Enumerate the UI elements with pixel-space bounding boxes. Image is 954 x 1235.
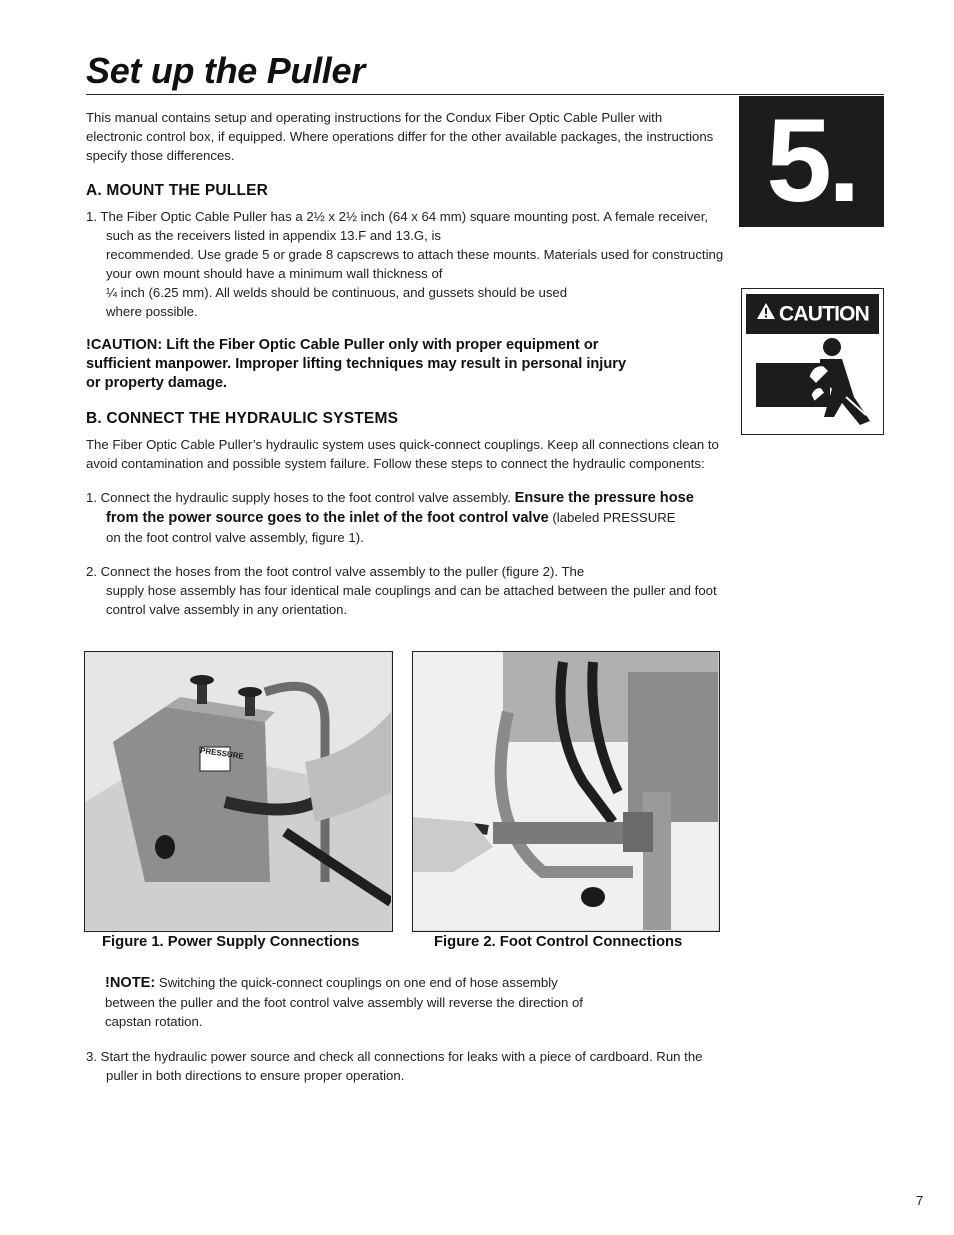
text-line: 1. The Fiber Optic Cable Puller has a 2½ x 2½ inch (64 x 64 mm) square mounting post. A female receiver,: [86, 209, 709, 224]
text-line: !CAUTION: Lift the Fiber Optic Cable Puller only with proper equipment or: [86, 337, 599, 353]
chapter-number-block: 5.: [739, 96, 884, 227]
section-b-step-1: [86, 488, 736, 547]
text-line: ¼ inch (6.25 mm). All welds should be continuous, and gussets should be used: [106, 285, 568, 300]
figure-2-caption: Figure 2. Foot Control Connections: [434, 934, 683, 950]
text-line: [86, 508, 736, 528]
power-supply-photo-illustration: [85, 652, 391, 930]
page-number: 7: [916, 1193, 924, 1208]
foot-control-photo-illustration: [413, 652, 718, 930]
section-a-heading: A. MOUNT THE PULLER: [86, 182, 269, 199]
caution-text: [86, 336, 726, 393]
text-line: 2. Connect the hoses from the foot control valve assembly to the puller (figure 2). The: [86, 564, 585, 579]
figure-1-caption: Figure 1. Power Supply Connections: [102, 934, 360, 950]
intro-paragraph: This manual contains setup and operating instructions for the Condux Fiber Optic Cable Puller with electronic control box, if equipped. Where operations differ for the other available packages, the instructions specify those differences.: [86, 110, 714, 163]
text-line: 3. Start the hydraulic power source and check all connections for leaks with a piece of cardboard. Run the: [86, 1049, 703, 1064]
caution-label-text: CAUTION: [778, 302, 870, 326]
note-text: Switching the quick-connect couplings on one end of hose assembly: [155, 975, 558, 990]
text-line: where possible.: [106, 304, 198, 319]
note-block: [105, 973, 625, 1031]
title-rule: [86, 94, 884, 95]
text-line: [105, 973, 625, 993]
step-text: (labeled PRESSURE: [548, 510, 676, 525]
text-line: control valve assembly in any orientation.: [106, 602, 348, 617]
text-line: recommended. Use grade 5 or grade 8 capscrews to attach these mounts. Materials used for constructing: [106, 247, 724, 262]
text-line: supply hose assembly has four identical male couplings and can be attached between the puller and foot: [106, 583, 717, 598]
text-line: or property damage.: [86, 375, 228, 391]
page-title: Set up the Puller: [86, 50, 365, 91]
text-line: sufficient manpower. Improper lifting techniques may result in personal injury: [86, 356, 627, 372]
note-label: !NOTE:: [105, 975, 156, 991]
section-b-intro: [86, 435, 736, 473]
text-line: such as the receivers listed in appendix 13.F and 13.G, is: [106, 228, 441, 243]
text-line: your own mount should have a minimum wall thickness of: [106, 266, 443, 281]
pressure-label: PRESSURE: [199, 745, 245, 761]
text-line: [86, 488, 736, 508]
figure-2-photo: [412, 651, 720, 932]
caution-sign: [741, 288, 884, 435]
text-line: avoid contamination and possible system failure. Follow these steps to connect the hydraulic components:: [86, 456, 705, 471]
text-line: between the puller and the foot control valve assembly will reverse the direction of: [105, 995, 583, 1010]
figure-1-photo: [84, 651, 393, 932]
text-line: The Fiber Optic Cable Puller’s hydraulic system uses quick-connect couplings. Keep all connections clean to: [86, 437, 719, 452]
caution-label-banner: [746, 294, 879, 334]
step-emphasis: Ensure the pressure hose: [514, 490, 694, 506]
section-a-item-1: [86, 207, 736, 321]
step-text: 1. Connect the hydraulic supply hoses to the foot control valve assembly.: [86, 490, 515, 505]
text-line: puller in both directions to ensure proper operation.: [106, 1068, 405, 1083]
section-b-step-2: [86, 562, 736, 619]
section-b-heading: B. CONNECT THE HYDRAULIC SYSTEMS: [86, 410, 399, 427]
text-line: on the foot control valve assembly, figure 1).: [106, 530, 364, 545]
step-emphasis: from the power source goes to the inlet of the foot control valve: [106, 510, 549, 526]
person-lifting-icon: [750, 337, 876, 429]
warning-triangle-icon: [756, 294, 776, 334]
section-b-step-3: [86, 1047, 736, 1085]
text-line: capstan rotation.: [105, 1014, 203, 1029]
